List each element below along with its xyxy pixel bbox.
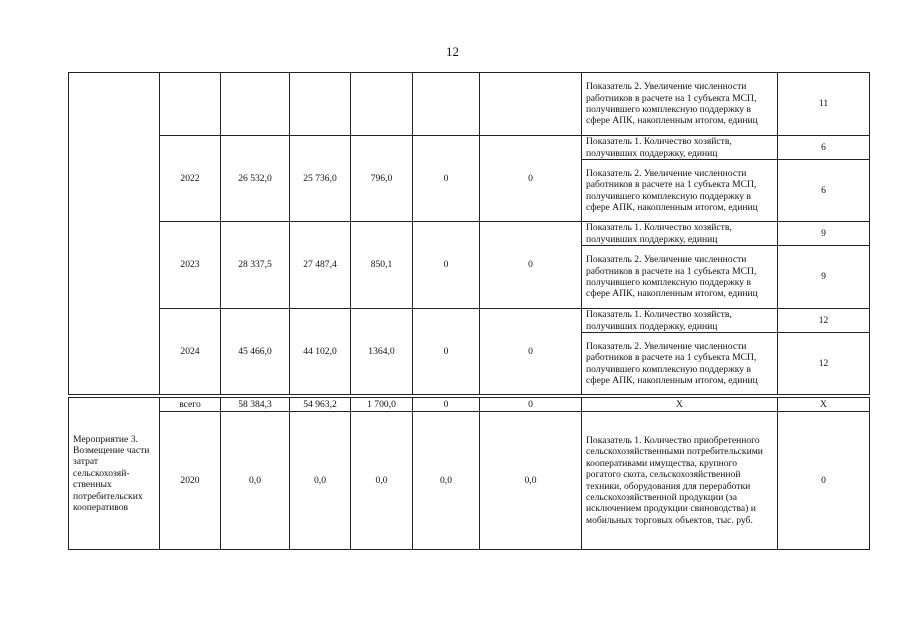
indicator-text: Показатель 1. Количество хозяйств, получивших поддержку, единиц	[582, 222, 778, 246]
indicator-value: 12	[778, 333, 870, 395]
indicator-value: 6	[778, 136, 870, 160]
indicator-value: 9	[778, 222, 870, 246]
amount-total: 58 384,3	[221, 398, 290, 412]
year-cell: 2024	[160, 309, 221, 395]
indicator-value: 9	[778, 246, 870, 309]
indicator-text: Показатель 2. Увеличение численности работников в расчете на 1 субъекта МСП, получившего комплексную поддержку в сфере АПК, накопленным итогом, единиц	[582, 333, 778, 395]
page-number: 12	[446, 44, 459, 59]
amount-other: 0	[480, 222, 582, 309]
amount-regional: 850,1	[351, 222, 413, 309]
amount-other: 0	[480, 309, 582, 395]
indicator-value: 0	[778, 412, 870, 550]
amount-total: 0,0	[221, 412, 290, 550]
amount-federal: 27 487,4	[290, 222, 351, 309]
amount-local: 0	[413, 136, 480, 222]
indicator-text: Показатель 1. Количество хозяйств, получивших поддержку, единиц	[582, 136, 778, 160]
amount-total: 45 466,0	[221, 309, 290, 395]
measure3-table	[68, 397, 870, 550]
indicator-text: Х	[582, 398, 778, 412]
amount-federal: 25 736,0	[290, 136, 351, 222]
amount-federal: 54 963,2	[290, 398, 351, 412]
amount-other: 0	[480, 136, 582, 222]
measure-cell-empty	[69, 73, 160, 395]
amount-federal: 0,0	[290, 412, 351, 550]
table-row	[69, 222, 870, 246]
indicator-text: Показатель 1. Количество хозяйств, получивших поддержку, единиц	[582, 309, 778, 333]
year-cell: всего	[160, 398, 221, 412]
table-row	[69, 412, 870, 550]
amount-local: 0,0	[413, 412, 480, 550]
amount-regional: 796,0	[351, 136, 413, 222]
amount-regional: 0,0	[351, 412, 413, 550]
table-row	[69, 398, 870, 412]
program-table	[68, 72, 870, 395]
amount-federal: 44 102,0	[290, 309, 351, 395]
amount-local: 0	[413, 222, 480, 309]
indicator-value: 11	[778, 73, 870, 136]
year-cell: 2022	[160, 136, 221, 222]
table-row	[69, 309, 870, 333]
table-row	[69, 73, 870, 136]
amount-regional: 1 700,0	[351, 398, 413, 412]
amount-local: 0	[413, 309, 480, 395]
indicator-text: Показатель 2. Увеличение численности работников в расчете на 1 субъекта МСП, получившего комплексную поддержку в сфере АПК, накопленным итогом, единиц	[582, 160, 778, 222]
amount-total: 28 337,5	[221, 222, 290, 309]
table-row	[69, 136, 870, 160]
amount-other: 0,0	[480, 412, 582, 550]
indicator-value: 6	[778, 160, 870, 222]
indicator-text: Показатель 2. Увеличение численности работников в расчете на 1 субъекта МСП, получившего комплексную поддержку в сфере АПК, накопленным итогом, единиц	[582, 246, 778, 309]
year-cell: 2023	[160, 222, 221, 309]
indicator-value: 12	[778, 309, 870, 333]
indicator-text: Показатель 1. Количество приобретенного сельскохозяйственными потребительскими кооперативами имущества, крупного рогатого скота, сельскохозяйственной техники, оборудования для переработки сельскохозяйственной продукции (за исключением продукции свиноводства) и мобильных торговых объектов, тыс. руб.	[582, 412, 778, 550]
indicator-value: Х	[778, 398, 870, 412]
measure-title: Мероприятие 3. Возмещение части затрат сельскохозяй-ственных потребительских кооперативов	[69, 398, 160, 550]
indicator-text: Показатель 2. Увеличение численности работников в расчете на 1 субъекта МСП, получившего комплексную поддержку в сфере АПК, накопленным итогом, единиц	[582, 73, 778, 136]
year-cell: 2020	[160, 412, 221, 550]
amount-other: 0	[480, 398, 582, 412]
amount-local: 0	[413, 398, 480, 412]
amount-total: 26 532,0	[221, 136, 290, 222]
amount-regional: 1364,0	[351, 309, 413, 395]
